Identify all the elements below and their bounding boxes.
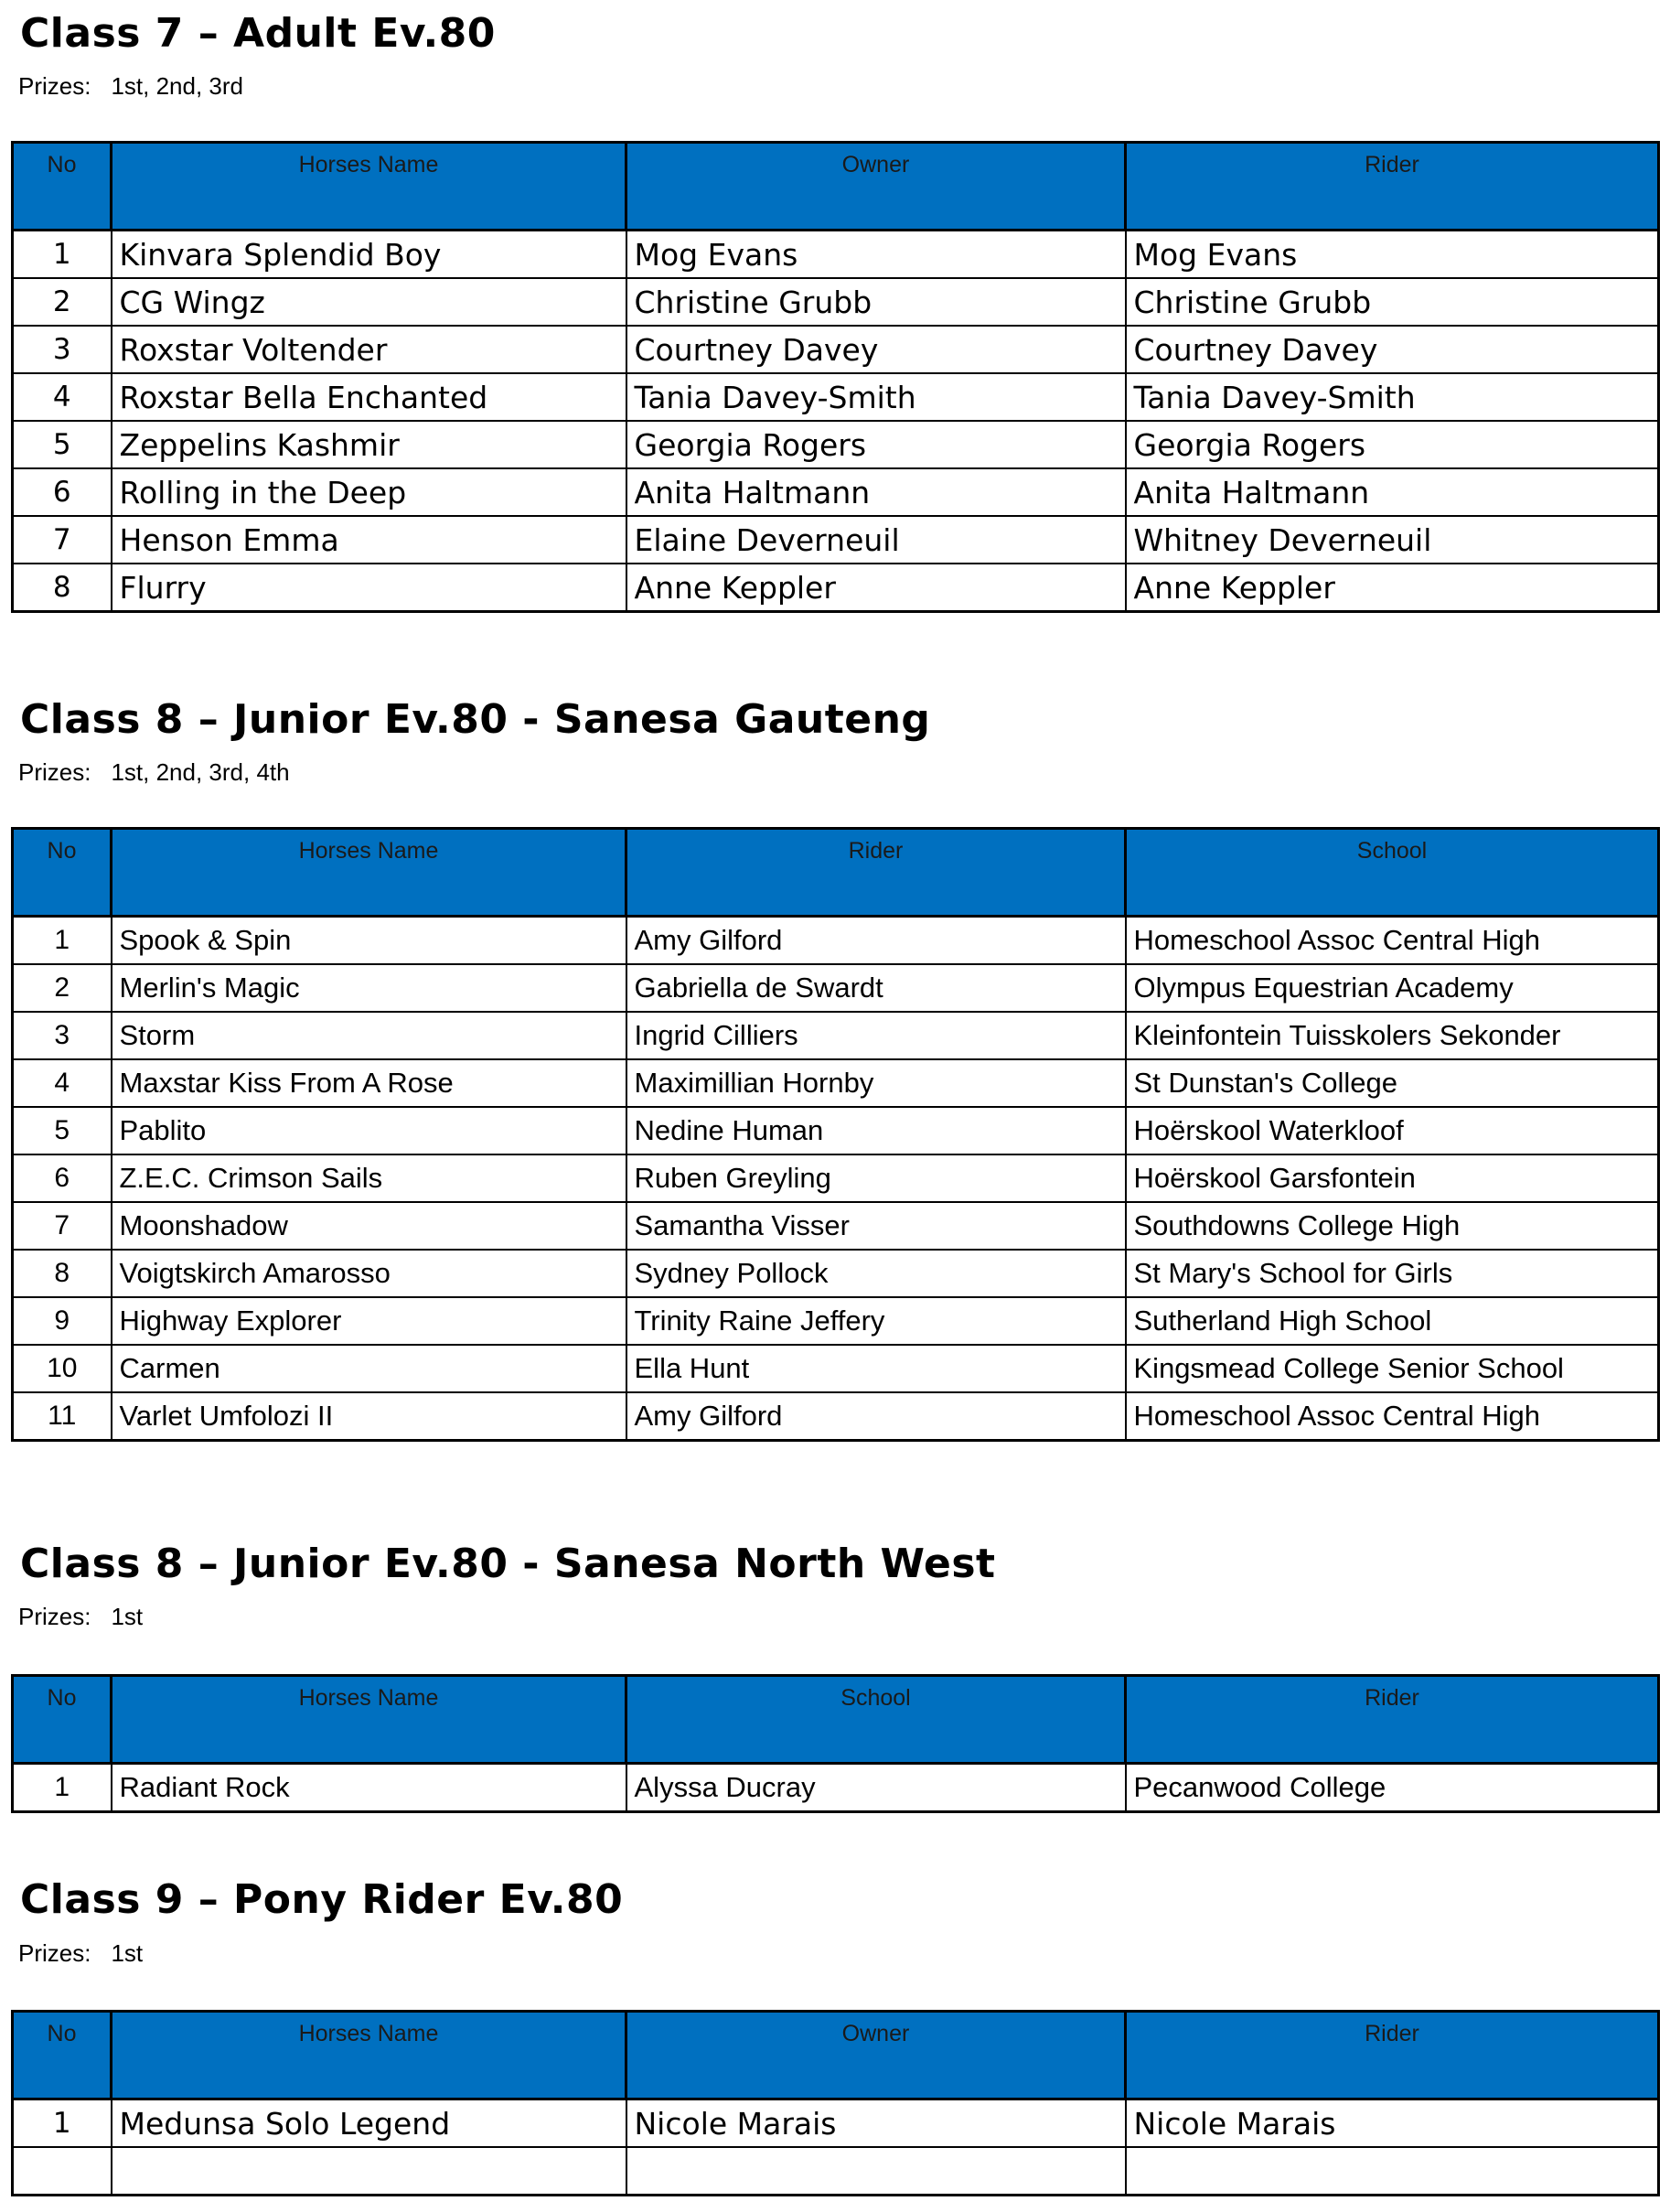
owner-name: Anita Haltmann — [626, 468, 1126, 516]
header-no: No — [13, 143, 112, 231]
header-owner: Owner — [626, 143, 1126, 231]
rider-name: Mog Evans — [1126, 231, 1659, 279]
rider-name: Anita Haltmann — [1126, 468, 1659, 516]
horse-name: Spook & Spin — [112, 917, 626, 965]
rider-name — [1126, 2147, 1659, 2196]
horse-name: Zeppelins Kashmir — [112, 421, 626, 468]
horse-name: Moonshadow — [112, 1202, 626, 1250]
school-name: Kingsmead College Senior School — [1126, 1345, 1659, 1392]
horse-name: Voigtskirch Amarosso — [112, 1250, 626, 1297]
rider-name: Georgia Rogers — [1126, 421, 1659, 468]
school-name: Hoërskool Garsfontein — [1126, 1154, 1659, 1202]
entry-number — [13, 2147, 112, 2196]
table-row — [13, 917, 1659, 965]
horse-name: Flurry — [112, 564, 626, 612]
table-header-row — [13, 1676, 1659, 1764]
entries-table — [11, 1674, 1660, 1813]
horse-name: Highway Explorer — [112, 1297, 626, 1345]
header-rider: Rider — [1126, 143, 1659, 231]
header-rider: Rider — [1126, 1676, 1659, 1764]
entries-table — [11, 827, 1660, 1442]
horse-name: Roxstar Bella Enchanted — [112, 373, 626, 421]
table-row — [13, 1297, 1659, 1345]
horse-name: Merlin's Magic — [112, 964, 626, 1012]
table-row — [13, 1250, 1659, 1297]
owner-name: Courtney Davey — [626, 326, 1126, 373]
entry-number: 4 — [13, 373, 112, 421]
entry-number: 3 — [13, 1012, 112, 1059]
rider-name: Sydney Pollock — [626, 1250, 1126, 1297]
school-name: Hoërskool Waterkloof — [1126, 1107, 1659, 1154]
rider-name: Amy Gilford — [626, 1392, 1126, 1441]
school-name: Southdowns College High — [1126, 1202, 1659, 1250]
table-row — [13, 326, 1659, 373]
prizes-value: 1st — [111, 1939, 144, 1967]
rider-name: Gabriella de Swardt — [626, 964, 1126, 1012]
entry-number: 1 — [13, 1764, 112, 1812]
section-title: Class 8 – Junior Ev.80 - Sanesa Gauteng — [20, 696, 931, 743]
table-header-row — [13, 2012, 1659, 2099]
header-owner: Owner — [626, 2012, 1126, 2099]
header-rider: Rider — [626, 829, 1126, 917]
table-row — [13, 278, 1659, 326]
section-title: Class 7 – Adult Ev.80 — [20, 10, 496, 57]
table-row — [13, 421, 1659, 468]
entry-number: 2 — [13, 964, 112, 1012]
rider-name: Nedine Human — [626, 1107, 1126, 1154]
prizes-value: 1st, 2nd, 3rd — [111, 72, 244, 100]
school-name: Homeschool Assoc Central High — [1126, 1392, 1659, 1441]
school-name: Homeschool Assoc Central High — [1126, 917, 1659, 965]
entry-number: 1 — [13, 2099, 112, 2148]
horse-name: Carmen — [112, 1345, 626, 1392]
owner-name: Elaine Deverneuil — [626, 516, 1126, 564]
entry-number: 9 — [13, 1297, 112, 1345]
horse-name: Rolling in the Deep — [112, 468, 626, 516]
rider-name: Amy Gilford — [626, 917, 1126, 965]
prizes-label: Prizes: — [18, 1603, 91, 1630]
table-header-row — [13, 143, 1659, 231]
table-row — [13, 2099, 1659, 2148]
rider-name: Nicole Marais — [1126, 2099, 1659, 2148]
prizes-value: 1st — [111, 1603, 144, 1630]
entry-number: 5 — [13, 421, 112, 468]
table-row — [13, 1345, 1659, 1392]
table-row — [13, 231, 1659, 279]
horse-name: Varlet Umfolozi II — [112, 1392, 626, 1441]
rider-name: Pecanwood College — [1126, 1764, 1659, 1812]
table-row — [13, 1012, 1659, 1059]
table-row — [13, 468, 1659, 516]
header-no: No — [13, 1676, 112, 1764]
school-name: Kleinfontein Tuisskolers Sekonder — [1126, 1012, 1659, 1059]
prizes-line — [18, 1939, 143, 1967]
rider-name: Ella Hunt — [626, 1345, 1126, 1392]
header-horses-name: Horses Name — [112, 829, 626, 917]
prizes-label: Prizes: — [18, 72, 91, 100]
entry-number: 4 — [13, 1059, 112, 1107]
rider-name: Whitney Deverneuil — [1126, 516, 1659, 564]
entry-number: 5 — [13, 1107, 112, 1154]
prizes-line — [18, 1603, 143, 1630]
section-title: Class 8 – Junior Ev.80 - Sanesa North West — [20, 1541, 996, 1587]
entry-number: 1 — [13, 917, 112, 965]
owner-name — [626, 2147, 1126, 2196]
section-title: Class 9 – Pony Rider Ev.80 — [20, 1876, 624, 1923]
prizes-line — [18, 758, 290, 786]
horse-name: Storm — [112, 1012, 626, 1059]
table-row — [13, 564, 1659, 612]
rider-name: Samantha Visser — [626, 1202, 1126, 1250]
prizes-line — [18, 72, 243, 100]
header-horses-name: Horses Name — [112, 1676, 626, 1764]
owner-name: Christine Grubb — [626, 278, 1126, 326]
owner-name: Mog Evans — [626, 231, 1126, 279]
horse-name: Kinvara Splendid Boy — [112, 231, 626, 279]
header-horses-name: Horses Name — [112, 2012, 626, 2099]
entries-table — [11, 141, 1660, 613]
table-header-row — [13, 829, 1659, 917]
rider-name: Trinity Raine Jeffery — [626, 1297, 1126, 1345]
entry-number: 6 — [13, 1154, 112, 1202]
school-name: Alyssa Ducray — [626, 1764, 1126, 1812]
header-rider: Rider — [1126, 2012, 1659, 2099]
table-row — [13, 1764, 1659, 1812]
header-no: No — [13, 829, 112, 917]
header-school: School — [626, 1676, 1126, 1764]
entries-table — [11, 2010, 1660, 2196]
entry-number: 10 — [13, 1345, 112, 1392]
table-row — [13, 1154, 1659, 1202]
header-horses-name: Horses Name — [112, 143, 626, 231]
entry-number: 2 — [13, 278, 112, 326]
table-row — [13, 373, 1659, 421]
entry-number: 7 — [13, 1202, 112, 1250]
horse-name: CG Wingz — [112, 278, 626, 326]
entry-number: 3 — [13, 326, 112, 373]
rider-name: Anne Keppler — [1126, 564, 1659, 612]
entry-number: 8 — [13, 1250, 112, 1297]
horse-name: Medunsa Solo Legend — [112, 2099, 626, 2148]
table-row — [13, 1392, 1659, 1441]
table-row-empty — [13, 2147, 1659, 2196]
table-row — [13, 964, 1659, 1012]
school-name: St Mary's School for Girls — [1126, 1250, 1659, 1297]
table-row — [13, 516, 1659, 564]
horse-name: Henson Emma — [112, 516, 626, 564]
entry-number: 11 — [13, 1392, 112, 1441]
owner-name: Nicole Marais — [626, 2099, 1126, 2148]
rider-name: Tania Davey-Smith — [1126, 373, 1659, 421]
header-no: No — [13, 2012, 112, 2099]
prizes-label: Prizes: — [18, 758, 91, 786]
entry-number: 6 — [13, 468, 112, 516]
rider-name: Maximillian Hornby — [626, 1059, 1126, 1107]
horse-name: Z.E.C. Crimson Sails — [112, 1154, 626, 1202]
rider-name: Ingrid Cilliers — [626, 1012, 1126, 1059]
owner-name: Georgia Rogers — [626, 421, 1126, 468]
school-name: St Dunstan's College — [1126, 1059, 1659, 1107]
rider-name: Christine Grubb — [1126, 278, 1659, 326]
header-school: School — [1126, 829, 1659, 917]
horse-name: Maxstar Kiss From A Rose — [112, 1059, 626, 1107]
table-row — [13, 1107, 1659, 1154]
rider-name: Courtney Davey — [1126, 326, 1659, 373]
table-row — [13, 1202, 1659, 1250]
school-name: Olympus Equestrian Academy — [1126, 964, 1659, 1012]
horse-name: Roxstar Voltender — [112, 326, 626, 373]
horse-name: Radiant Rock — [112, 1764, 626, 1812]
entry-number: 7 — [13, 516, 112, 564]
table-row — [13, 1059, 1659, 1107]
prizes-value: 1st, 2nd, 3rd, 4th — [111, 758, 290, 786]
horse-name: Pablito — [112, 1107, 626, 1154]
rider-name: Ruben Greyling — [626, 1154, 1126, 1202]
school-name: Sutherland High School — [1126, 1297, 1659, 1345]
owner-name: Anne Keppler — [626, 564, 1126, 612]
entry-number: 1 — [13, 231, 112, 279]
owner-name: Tania Davey-Smith — [626, 373, 1126, 421]
entry-number: 8 — [13, 564, 112, 612]
prizes-label: Prizes: — [18, 1939, 91, 1967]
horse-name — [112, 2147, 626, 2196]
